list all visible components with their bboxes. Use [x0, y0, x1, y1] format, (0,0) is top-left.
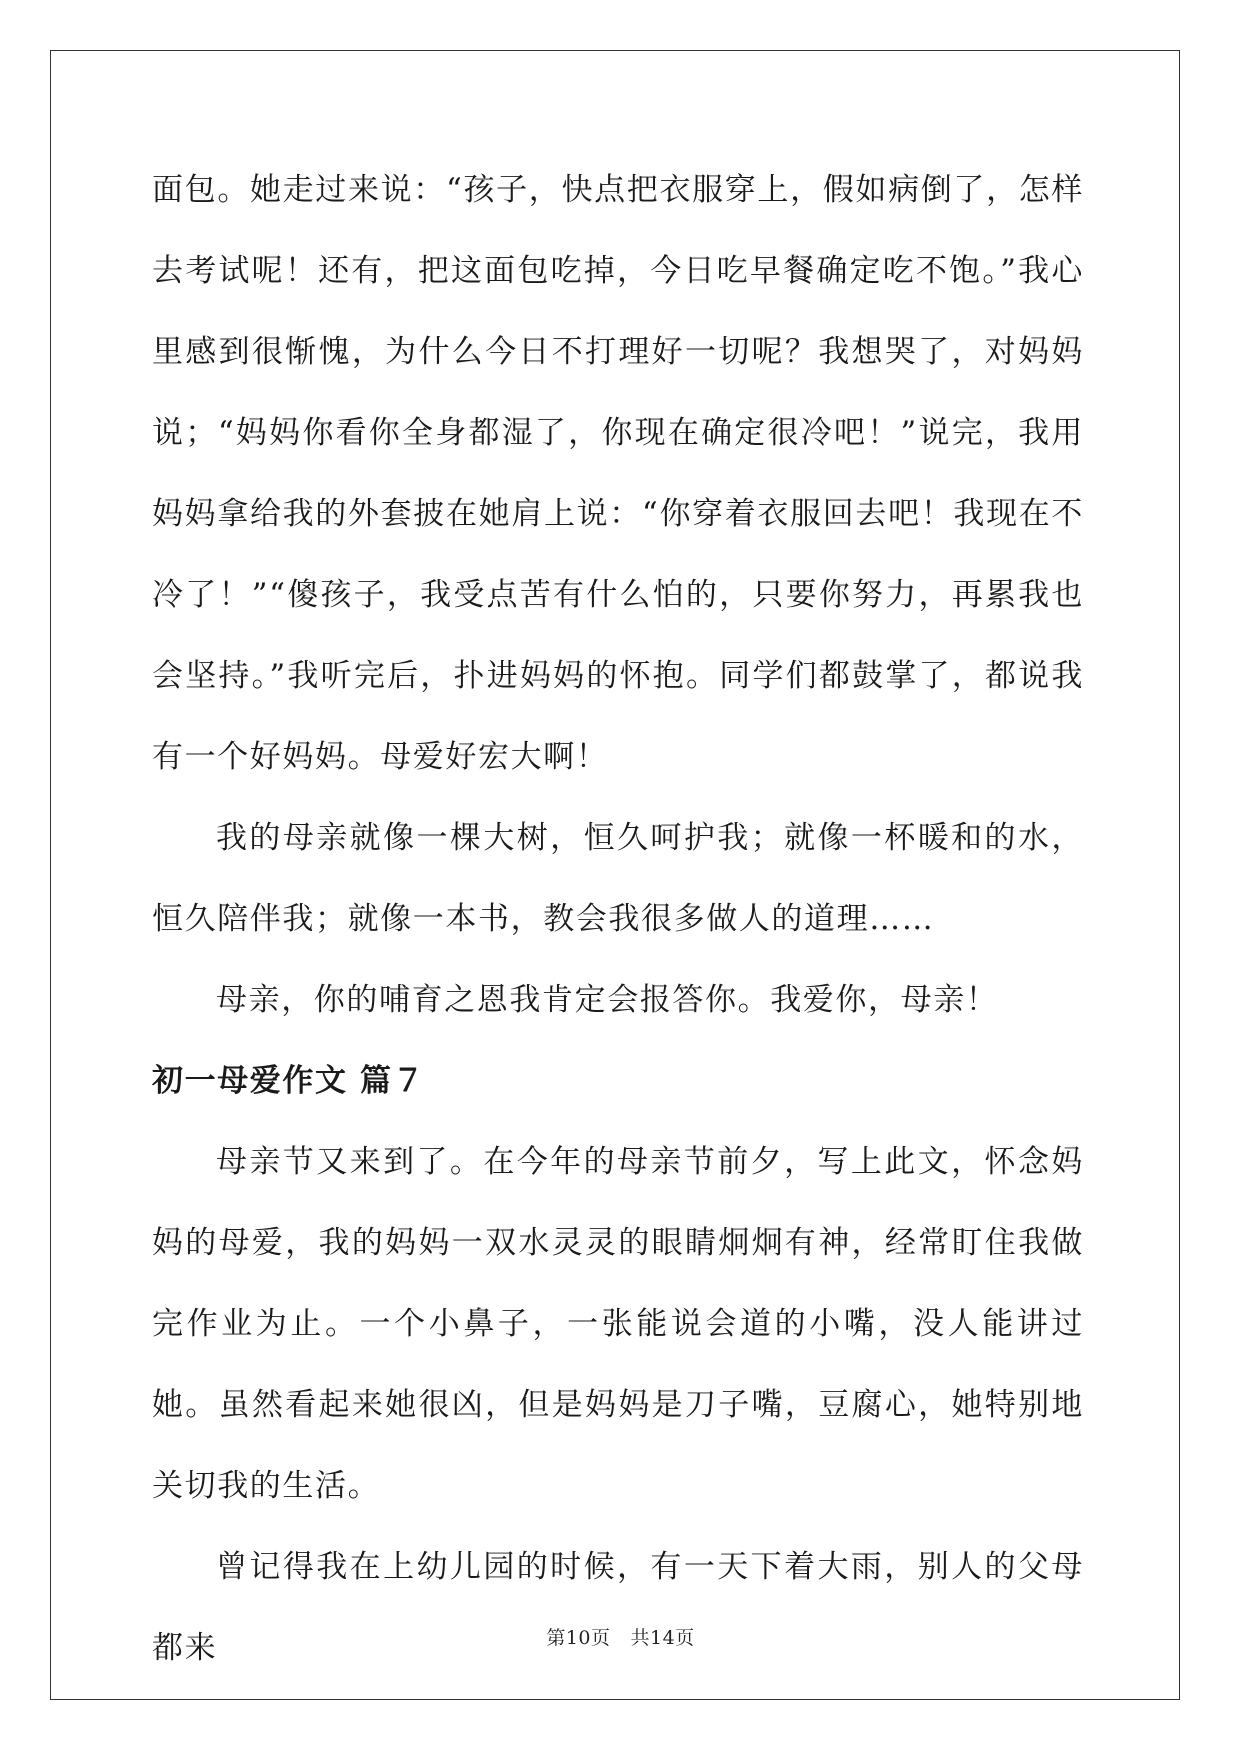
page-total: 共14页	[630, 1627, 695, 1649]
paragraph-3: 母亲，你的哺育之恩我肯定会报答你。我爱你，母亲！	[216, 982, 999, 1018]
paragraph-1: 面包。她走过来说：“孩子，快点把衣服穿上，假如病倒了，怎样去考试呢！还有，把这面包吃掉，今日吃早餐确定吃不饱。”我心里感到很惭愧，为什么今日不打理好一切呢？我想哭了，对妈妈说；“妈妈你看你全身都湿了，你现在确定很冷吧！”说完，我用妈妈拿给我的外套披在她肩上说：“你穿着衣服回去吧！我现在不冷了！”“傻孩子，我受点苦有什么怕的，只要你努力，再累我也会坚持。”我听完后，扑进妈妈的怀抱。同学们都鼓掌了，都说我有一个好妈妈。母爱好宏大啊！	[152, 172, 1084, 775]
paragraph-4: 母亲节又来到了。在今年的母亲节前夕，写上此文，怀念妈妈的母爱，我的妈妈一双水灵灵的眼睛炯炯有神，经常盯住我做完作业为止。一个小鼻子，一张能说会道的小嘴，没人能讲过她。虽然看起来她很凶，但是妈妈是刀子嘴，豆腐心，她特别地关切我的生活。	[152, 1144, 1084, 1504]
paragraph-5: 曾记得我在上幼儿园的时候，有一天下着大雨，别人的父母都来	[152, 1549, 1084, 1666]
section-title: 初一母爱作文 篇７	[152, 1063, 426, 1099]
document-body	[152, 150, 1084, 1689]
page-number: 第10页	[546, 1627, 611, 1649]
page-footer	[0, 1623, 1241, 1650]
paragraph-2: 我的母亲就像一棵大树，恒久呵护我；就像一杯暖和的水，恒久陪伴我；就像一本书，教会我很多做人的道理……	[152, 820, 1084, 937]
